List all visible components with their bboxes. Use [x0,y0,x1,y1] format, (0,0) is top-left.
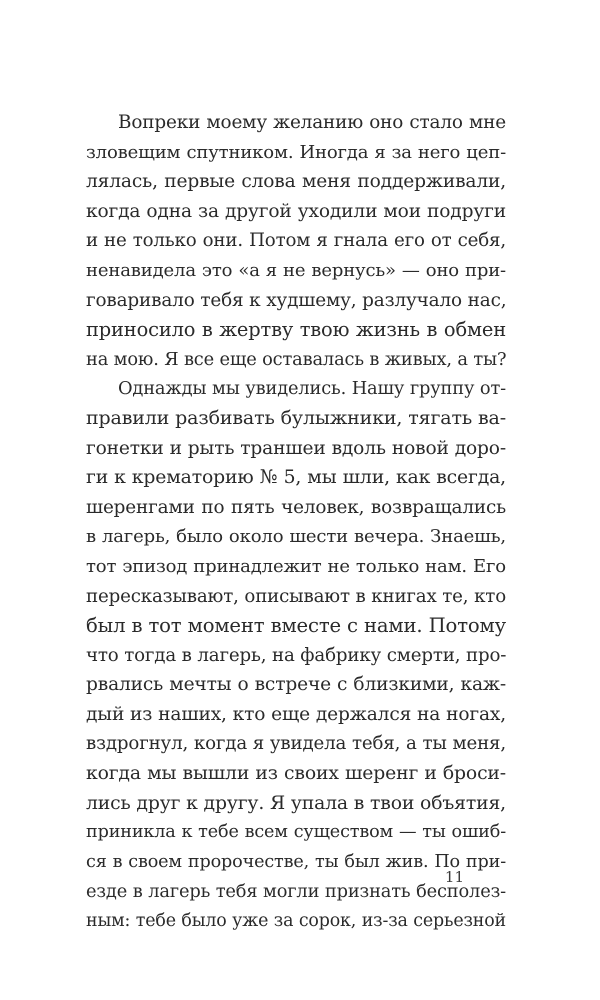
text-line: приникла к тебе всем существом — ты ошиб- [86,822,506,843]
text-line: на мою. Я все еще оставалась в живых, а ты? [86,348,507,370]
text-line: приносило в жертву твою жизнь в обмен [86,318,506,342]
text-line: вздрогнул, когда я увидела тебя, а ты меня, [86,733,506,755]
text-line: был в тот момент вместе с нами. Потому [86,614,506,638]
page-number: 11 [444,868,464,886]
body-text [86,108,506,937]
text-line: ги к крематорию № 5, мы шли, как всегда, [86,467,506,489]
text-line: правили разбивать булыжники, тягать ва- [86,406,506,429]
text-line: лись друг к другу. Я упала в твои объятия, [86,792,506,814]
text-line: рвались мечты о встрече с близкими, каж- [86,674,506,696]
text-line: тот эпизод принадлежит не только нам. Его [86,555,506,577]
text-line: когда одна за другой уходили мои подруги [86,200,506,222]
text-line: говаривало тебя к худшему, разлучало нас, [86,289,507,311]
text-line: езде в лагерь тебя могли признать бесполез- [86,881,506,903]
text-line: что тогда в лагерь, на фабрику смерти, про- [86,644,507,666]
text-line: дый из наших, кто еще держался на ногах, [86,703,506,725]
text-line: лялась, первые слова меня поддерживали, [86,171,506,193]
text-line: пересказывают, описывают в книгах те, кто [86,585,506,607]
text-line: Однажды мы увиделись. Нашу группу от- [118,378,506,400]
text-line: шеренгами по пять человек, возвращались [86,496,506,518]
text-line: ся в своем пророчестве, ты был жив. По при- [86,851,506,872]
text-line: гонетки и рыть траншеи вдоль новой доро- [86,437,506,459]
text-line: и не только они. Потом я гнала его от себя, [86,230,506,252]
text-line: ным: тебе было уже за сорок, из-за серьезной [86,911,506,932]
text-line: в лагерь, было около шести вечера. Знаешь, [86,526,506,548]
text-line: когда мы вышли из своих шеренг и броси- [86,763,506,785]
text-line: ненавидела это «а я не вернусь» — оно при- [86,259,506,281]
text-line: зловещим спутником. Иногда я за него цеп- [86,141,506,163]
text-line: Вопреки моему желанию оно стало мне [118,112,506,133]
